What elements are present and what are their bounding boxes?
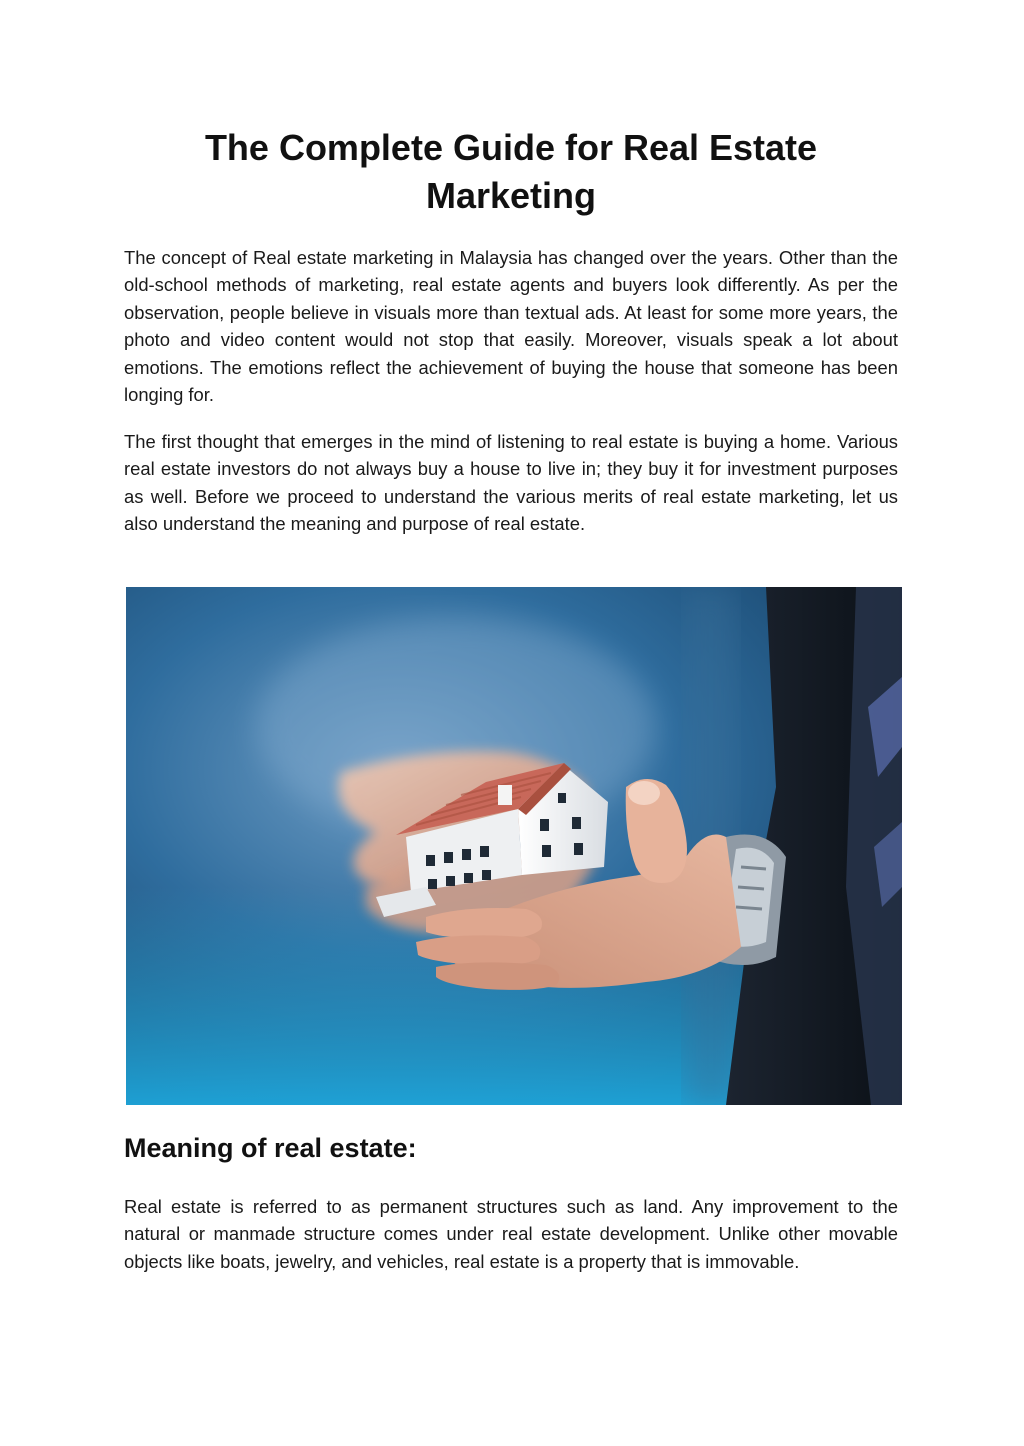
intro-paragraph: The concept of Real estate marketing in Malaysia has changed over the years. Other than the old-school methods of marketing, real estate agents and buyers look differently. As per the observation, people believe in visuals more than textual ads. At least for some more years, the photo and video content would not stop that easily. Moreover, visuals speak a lot about emotions. The emotions reflect the achievement of buying the house that someone has been longing for. [124, 247, 898, 406]
second-paragraph: The first thought that emerges in the mind of listening to real estate is buying a home. Various real estate investors do not always buy a house to live in; they buy it for investment purposes as well. Before we proceed to understand the various merits of real estate marketing, let us also understand the meaning and purpose of real estate. [124, 431, 898, 535]
house-in-hands-photo [126, 587, 902, 1105]
section-heading: Meaning of real estate: [124, 1133, 417, 1163]
page-title: The Complete Guide for Real Estate Marketing [204, 127, 818, 216]
section-paragraph: Real estate is referred to as permanent structures such as land. Any improvement to the natural or manmade structure comes under real estate development. Unlike other movable objects like boats, jewelry, and vehicles, real estate is a property that is immovable. [124, 1196, 898, 1272]
